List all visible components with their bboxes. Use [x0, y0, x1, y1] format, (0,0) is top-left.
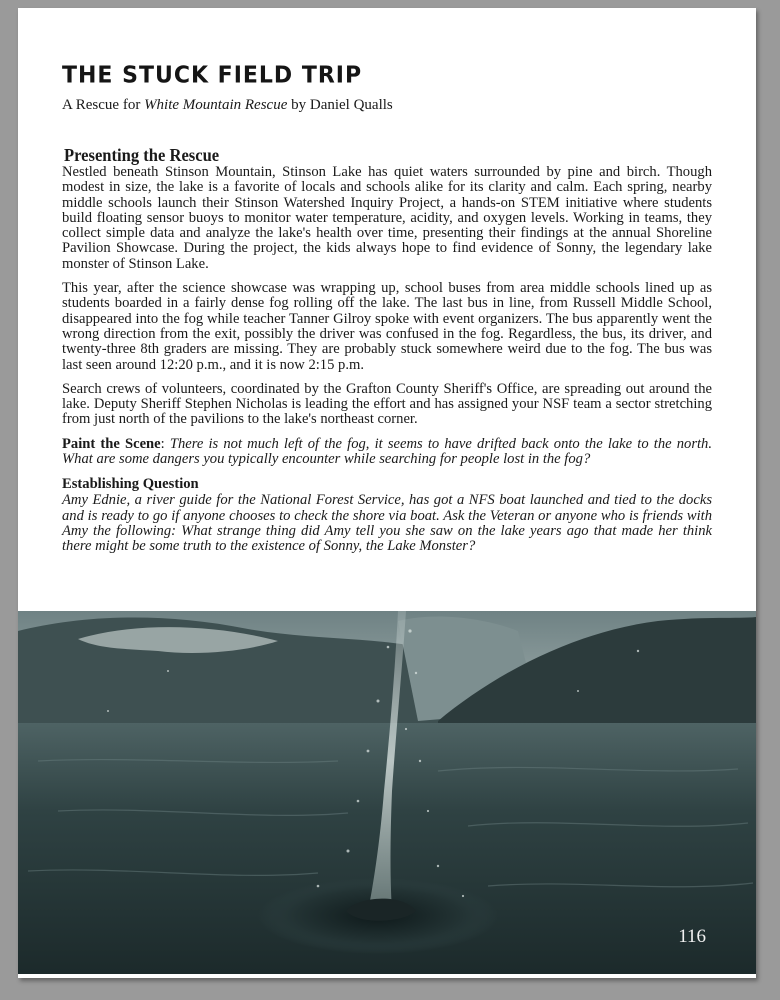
- byline-work-title: White Mountain Rescue: [144, 97, 288, 113]
- paint-the-scene: Paint the Scene: There is not much left of the fog, it seems to have drifted back onto the lake to the north. What are some dangers you typically encounter while searching for people lost in the fog?: [62, 435, 713, 468]
- lake-splash-photo: [18, 611, 756, 974]
- paragraph-search: Search crews of volunteers, coordinated by the Grafton County Sheriff's Office, are spreading out around the lake. Deputy Sheriff Stephen Nicholas is leading the effort and has assigned your NSF team a sector stretching from just north of the pavilions to the lake's northeast corner.: [62, 380, 712, 428]
- lake-photo-graphic: [18, 611, 756, 974]
- paragraph-intro: Nestled beneath Stinson Mountain, Stinson Lake has quiet waters surrounded by pine and birch. Though modest in size, the lake is a favorite of locals and schools alike for its clarity and calm. Each spring, nearby middle schools launch their Stinson Watershed Inquiry Project, a hands-on STEM initiative where students build floating sensor buoys to monitor water temperature, acidity, and oxygen levels. Working in teams, they collect simple data and analyze the lake's health over time, presenting their findings at the annual Shoreline Pavilion Showcase. During the project, the kids always hope to find evidence of Sonny, the legendary lake monster of Stinson Lake.: [62, 164, 712, 272]
- establishing-question-text: Amy Ednie, a river guide for the National Forest Service, has got a NFS boat launched and tied to the docks and is ready to go if anyone chooses to check the shore via boat. Ask the Veteran or anyone who is friends with Amy the following: What strange thing did Amy tell you she saw on the lake years ago that made her think there might be some truth to the existence of Sonny, the Lake Monster?: [62, 492, 712, 555]
- page-title: THE STUCK FIELD TRIP: [62, 62, 363, 89]
- establishing-question-heading: Establishing Question: [62, 476, 199, 493]
- paragraph-incident: This year, after the science showcase was wrapping up, school buses from area middle schools lined up as students boarded in a fairly dense fog rolling off the lake. The last bus in line, from Russell Middle School, disappeared into the fog while teacher Tanner Gilroy spoke with event organizers. The bus apparently went the wrong direction from the exit, possibly the driver was confused in the fog. Regardless, the bus, its driver, and twenty-three 8th graders are missing. They are probably stuck somewhere weird due to the fog. The bus was last seen around 12:20 p.m., and it is now 2:15 p.m.: [62, 280, 712, 373]
- paint-the-scene-label: Paint the Scene: [62, 435, 161, 452]
- page-number: 116: [678, 926, 706, 947]
- main-content: [62, 145, 712, 564]
- byline-author: by Daniel Qualls: [287, 97, 393, 113]
- paint-the-scene-text: There is not much left of the fog, it seems to have drifted back onto the lake to the north. What are some dangers you typically encounter while searching for people lost in the fog?: [62, 435, 713, 468]
- byline-prefix: A Rescue for: [62, 97, 145, 113]
- document-page: [18, 8, 756, 978]
- section-heading: Presenting the Rescue: [64, 145, 220, 165]
- byline: [62, 97, 393, 114]
